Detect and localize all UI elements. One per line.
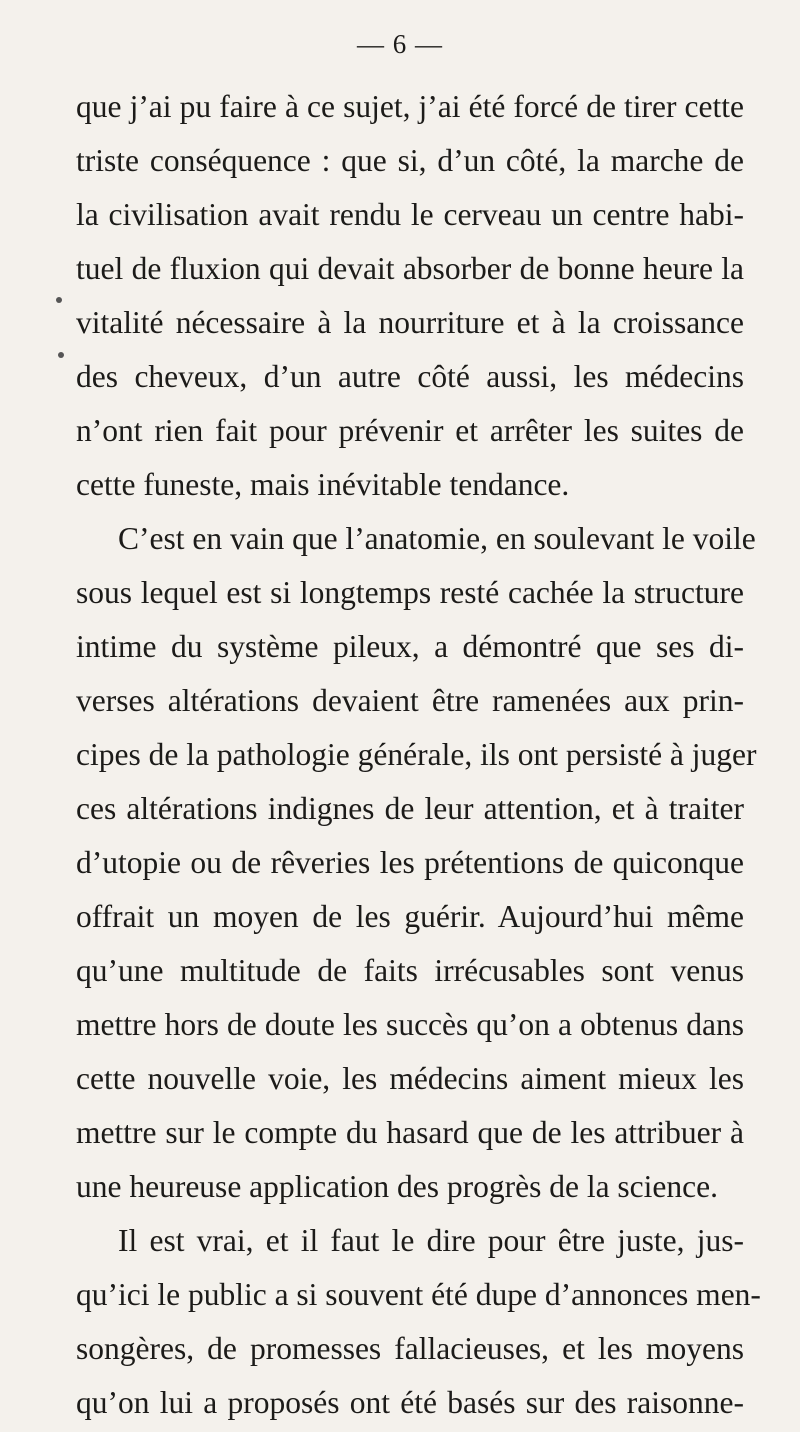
text-line: vitalité nécessaire à la nourriture et à la croissance	[76, 305, 744, 340]
text-line: ces altérations indignes de leur attention, et à traiter	[76, 791, 744, 826]
text-line: sous lequel est si longtemps resté cachée la structure	[76, 575, 744, 610]
margin-speck	[58, 352, 64, 358]
text-line: cipes de la pathologie générale, ils ont persisté à juger	[76, 737, 757, 772]
text-line: qu’une multitude de faits irrécusables sont venus	[76, 953, 744, 988]
text-line: triste conséquence : que si, d’un côté, la marche de	[76, 143, 744, 178]
paragraph-start-line: Il est vrai, et il faut le dire pour être juste, jus-	[118, 1223, 744, 1258]
text-line: cette nouvelle voie, les médecins aiment mieux les	[76, 1061, 744, 1096]
text-line: offrait un moyen de les guérir. Aujourd’hui même	[76, 899, 744, 934]
paragraph-end-line: une heureuse application des progrès de la science.	[76, 1169, 718, 1204]
text-line: n’ont rien fait pour prévenir et arrêter les suites de	[76, 413, 744, 448]
paragraph-end-line: cette funeste, mais inévitable tendance.	[76, 467, 570, 502]
page-number: — 6 —	[357, 29, 443, 59]
text-line: la civilisation avait rendu le cerveau un centre habi-	[76, 197, 744, 232]
text-line: mettre sur le compte du hasard que de les attribuer à	[76, 1115, 744, 1150]
text-line: d’utopie ou de rêveries les prétentions de quiconque	[76, 845, 744, 880]
text-line: songères, de promesses fallacieuses, et les moyens	[76, 1331, 744, 1366]
text-line: tuel de fluxion qui devait absorber de bonne heure la	[76, 251, 744, 286]
text-line: intime du système pileux, a démontré que ses di-	[76, 629, 744, 664]
paragraph-start-line: C’est en vain que l’anatomie, en soulevant le voile	[118, 521, 756, 556]
text-line: que j’ai pu faire à ce sujet, j’ai été forcé de tirer cette	[76, 89, 744, 124]
body-text	[76, 80, 761, 1430]
text-line: mettre hors de doute les succès qu’on a obtenus dans	[76, 1007, 744, 1042]
text-line: qu’on lui a proposés ont été basés sur des raisonne-	[76, 1385, 744, 1420]
text-line: qu’ici le public a si souvent été dupe d’annonces men-	[76, 1277, 761, 1312]
margin-speck	[56, 297, 62, 303]
text-line: des cheveux, d’un autre côté aussi, les médecins	[76, 359, 744, 394]
text-line: verses altérations devaient être ramenées aux prin-	[76, 683, 744, 718]
